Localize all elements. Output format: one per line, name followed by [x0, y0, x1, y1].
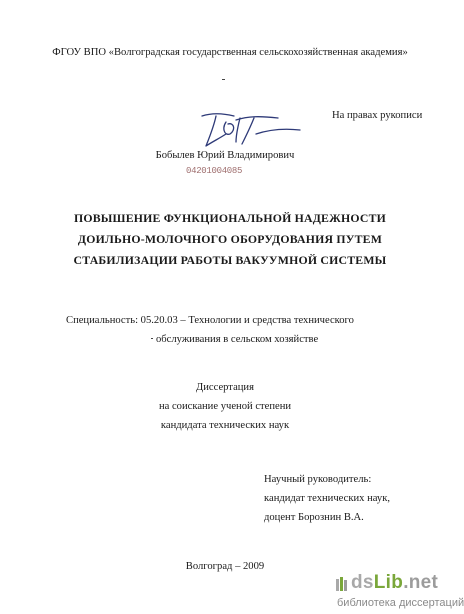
city-year: Волгоград – 2009 — [185, 561, 265, 572]
scan-mark — [151, 338, 153, 339]
dslib-watermark[interactable] — [335, 572, 464, 614]
specialty-line-1: Специальность: 05.20.03 – Технологии и средства технического — [66, 315, 354, 326]
signature-icon — [196, 108, 306, 152]
logo-wordmark — [351, 572, 438, 594]
dissertation-line-2: на соискание ученой степени — [158, 401, 292, 412]
logo-subtitle: библиотека диссертаций — [337, 597, 464, 609]
rights-note: На правах рукописи — [332, 110, 423, 121]
author-name: Бобылев Юрий Владимирович — [155, 150, 295, 161]
logo-net: .net — [403, 572, 439, 593]
specialty-line-2: обслуживания в сельском хозяйстве — [156, 334, 319, 345]
supervisor-block — [264, 470, 390, 527]
supervisor-line-1: Научный руководитель: — [264, 474, 372, 485]
logo-lib: Lib — [373, 572, 404, 593]
logo-ds: ds — [351, 572, 374, 593]
specialty — [66, 311, 416, 349]
dissertation-line-1: Диссертация — [196, 382, 254, 393]
organization-name: ФГОУ ВПО «Волгоградская государственная сельскохозяйственная академия» — [52, 47, 408, 58]
registration-number: 04201004085 — [186, 166, 243, 176]
scan-mark — [222, 79, 225, 80]
books-icon — [335, 576, 349, 592]
dissertation-type — [0, 378, 450, 435]
supervisor-line-3: доцент Борознин В.А. — [264, 512, 364, 523]
supervisor-line-2: кандидат технических наук, — [264, 493, 391, 504]
dissertation-title: ПОВЫШЕНИЕ ФУНКЦИОНАЛЬНОЙ НАДЕЖНОСТИ ДОИЛЬНО-МОЛОЧНОГО ОБОРУДОВАНИЯ ПУТЕМ СТАБИЛИЗАЦИИ РАБОТЫ ВАКУУМНОЙ СИСТЕМЫ — [73, 211, 387, 267]
dissertation-line-3: кандидата технических наук — [160, 420, 290, 431]
